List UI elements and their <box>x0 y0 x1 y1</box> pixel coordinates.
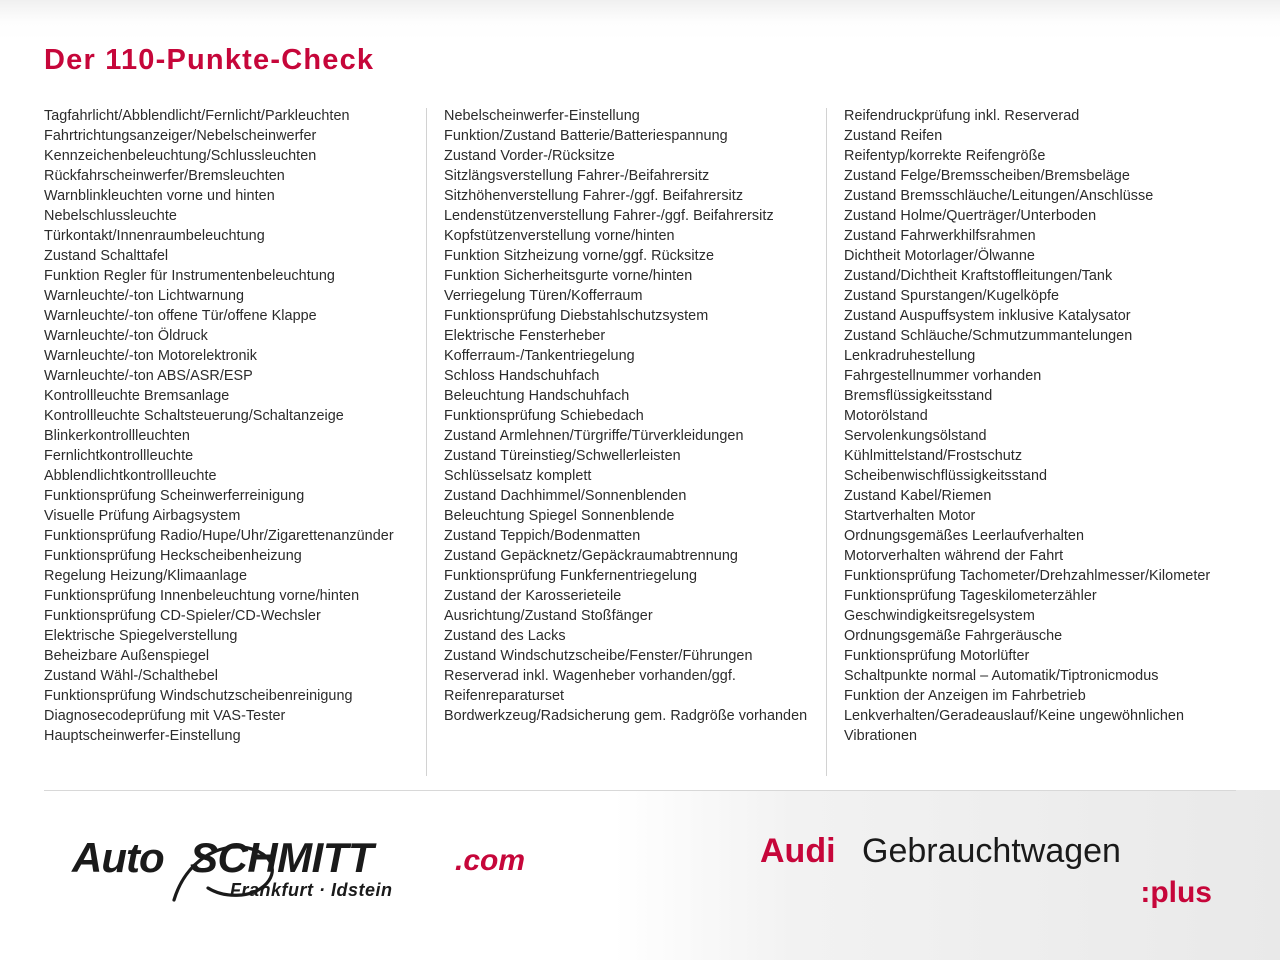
list-item: Funktionsprüfung Diebstahlschutzsystem <box>444 308 709 324</box>
list-item: Kontrollleuchte Schaltsteuerung/Schaltanzeige <box>44 408 344 424</box>
list-item: Warnblinkleuchten vorne und hinten <box>44 188 275 204</box>
list-item: Verriegelung Türen/Kofferraum <box>444 288 643 304</box>
list-item: Regelung Heizung/Klimaanlage <box>44 568 248 584</box>
list-item: Zustand Armlehnen/Türgriffe/Türverkleidungen <box>444 428 744 444</box>
list-item: Kühlmittelstand/Frostschutz <box>844 448 1023 464</box>
list-item: Fahrgestellnummer vorhanden <box>844 368 1042 384</box>
list-item: Funktionsprüfung Funkfernentriegelung <box>444 568 698 584</box>
list-item: Zustand Vorder-/Rücksitze <box>444 148 615 164</box>
list-item: Warnleuchte/-ton Öldruck <box>44 328 208 344</box>
brand-name: Audi <box>760 832 836 870</box>
dealer-logo-auto: Auto <box>72 834 164 881</box>
list-item: Zustand Spurstangen/Kugelköpfe <box>844 288 1060 304</box>
footer-divider <box>44 790 1236 791</box>
list-item: Schloss Handschuhfach <box>444 368 600 384</box>
list-item: Zustand Schalttafel <box>44 248 169 264</box>
list-item: Diagnosecodeprüfung mit VAS-Tester <box>44 708 286 724</box>
list-item: Lenkradruhestellung <box>844 348 976 364</box>
list-item: Funktion der Anzeigen im Fahrbetrieb <box>844 688 1086 704</box>
list-item: Sitzhöhenverstellung Fahrer-/ggf. Beifahrersitz <box>444 188 744 204</box>
list-item: Schlüsselsatz komplett <box>444 468 592 484</box>
list-item: Blinkerkontrollleuchten <box>44 428 190 444</box>
dealer-logo-com: .com <box>455 844 526 877</box>
list-item: Abblendlichtkontrollleuchte <box>44 468 217 484</box>
list-item: Nebelschlussleuchte <box>44 208 177 224</box>
brand-program: Gebrauchtwagen <box>862 832 1121 870</box>
checklist-column-1 <box>44 106 444 746</box>
list-item: Fahrtrichtungsanzeiger/Nebelscheinwerfer <box>44 128 317 144</box>
list-item: Zustand Holme/Querträger/Unterboden <box>844 208 1097 224</box>
list-item: Warnleuchte/-ton Motorelektronik <box>44 348 258 364</box>
list-item: Funktionsprüfung Radio/Hupe/Uhr/Zigarettenanzünder <box>44 528 394 544</box>
list-item: Bordwerkzeug/Radsicherung gem. Radgröße vorhanden <box>444 708 808 724</box>
list-item: Funktionsprüfung Motorlüfter <box>844 648 1030 664</box>
list-item: Warnleuchte/-ton offene Tür/offene Klappe <box>44 308 317 324</box>
list-item: Beleuchtung Handschuhfach <box>444 388 630 404</box>
list-item: Zustand Dachhimmel/Sonnenblenden <box>444 488 687 504</box>
list-item: Funktionsprüfung Scheinwerferreinigung <box>44 488 305 504</box>
list-item: Elektrische Spiegelverstellung <box>44 628 238 644</box>
brand-logo <box>752 832 1222 924</box>
list-item: Funktion/Zustand Batterie/Batteriespannung <box>444 128 728 144</box>
dealer-logo <box>72 828 552 918</box>
list-item: Motorverhalten während der Fahrt <box>844 548 1064 564</box>
list-item: Hauptscheinwerfer-Einstellung <box>44 728 241 744</box>
list-item: Servolenkungsölstand <box>844 428 987 444</box>
list-item: Ordnungsgemäßes Leerlaufverhalten <box>844 528 1085 544</box>
list-item: Fernlichtkontrollleuchte <box>44 448 194 464</box>
list-item: Scheibenwischflüssigkeitsstand <box>844 468 1048 484</box>
list-item: Zustand Auspuffsystem inklusive Katalysator <box>844 308 1131 324</box>
list-item: Kopfstützenverstellung vorne/hinten <box>444 228 675 244</box>
list-item: Zustand des Lacks <box>444 628 566 644</box>
list-item: Zustand Fahrwerkhilfsrahmen <box>844 228 1036 244</box>
dealer-logo-schmitt: SCHMITT <box>190 834 374 881</box>
list-item: Funktionsprüfung Windschutzscheibenreinigung <box>44 688 353 704</box>
list-item: Funktionsprüfung Tageskilometerzähler <box>844 588 1097 604</box>
dealer-logo-subtitle: Frankfurt · Idstein <box>230 880 393 900</box>
list-item: Zustand der Karosserieteile <box>444 588 622 604</box>
list-item: Funktionsprüfung Schiebedach <box>444 408 644 424</box>
list-item: Zustand Wähl-/Schalthebel <box>44 668 219 684</box>
list-item: Nebelscheinwerfer-Einstellung <box>444 108 640 124</box>
list-item: Warnleuchte/-ton ABS/ASR/ESP <box>44 368 253 384</box>
list-item: Türkontakt/Innenraumbeleuchtung <box>44 228 265 244</box>
list-item: Zustand Teppich/Bodenmatten <box>444 528 641 544</box>
list-item: Lenkverhalten/Geradeauslauf/Keine ungewöhnlichen Vibrationen <box>844 708 1185 744</box>
list-item: Zustand Gepäcknetz/Gepäckraumabtrennung <box>444 548 738 564</box>
list-item: Zustand Reifen <box>844 128 943 144</box>
list-item: Warnleuchte/-ton Lichtwarnung <box>44 288 245 304</box>
list-item: Zustand Bremsschläuche/Leitungen/Anschlüsse <box>844 188 1154 204</box>
page-title: Der 110-Punkte-Check <box>44 44 375 76</box>
list-item: Beleuchtung Spiegel Sonnenblende <box>444 508 675 524</box>
list-item: Motorölstand <box>844 408 928 424</box>
list-item: Kennzeichenbeleuchtung/Schlussleuchten <box>44 148 317 164</box>
list-item: Schaltpunkte normal – Automatik/Tiptronicmodus <box>844 668 1159 684</box>
list-item: Visuelle Prüfung Airbagsystem <box>44 508 241 524</box>
list-item: Zustand Kabel/Riemen <box>844 488 992 504</box>
list-item: Funktionsprüfung Tachometer/Drehzahlmesser/Kilometer <box>844 568 1211 584</box>
list-item: Elektrische Fensterheber <box>444 328 606 344</box>
list-item: Bremsflüssigkeitsstand <box>844 388 993 404</box>
list-item: Reserverad inkl. Wagenheber vorhanden/ggf. Reifenreparaturset <box>444 668 736 704</box>
list-item: Startverhalten Motor <box>844 508 976 524</box>
list-item: Lendenstützenverstellung Fahrer-/ggf. Beifahrersitz <box>444 208 774 224</box>
list-item: Funktion Sicherheitsgurte vorne/hinten <box>444 268 693 284</box>
list-item: Zustand Türeinstieg/Schwellerleisten <box>444 448 681 464</box>
list-item: Reifendruckprüfung inkl. Reserverad <box>844 108 1080 124</box>
list-item: Sitzlängsverstellung Fahrer-/Beifahrersitz <box>444 168 710 184</box>
list-item: Ausrichtung/Zustand Stoßfänger <box>444 608 653 624</box>
list-item: Funktionsprüfung Innenbeleuchtung vorne/hinten <box>44 588 360 604</box>
list-item: Tagfahrlicht/Abblendlicht/Fernlicht/Parkleuchten <box>44 108 350 124</box>
checklist-column-2 <box>444 106 844 726</box>
checklist-column-3 <box>844 106 1244 746</box>
checklist-columns <box>44 106 1244 746</box>
list-item: Funktion Regler für Instrumentenbeleuchtung <box>44 268 335 284</box>
list-item: Zustand Schläuche/Schmutzummantelungen <box>844 328 1133 344</box>
list-item: Ordnungsgemäße Fahrgeräusche <box>844 628 1063 644</box>
list-item: Funktionsprüfung Heckscheibenheizung <box>44 548 302 564</box>
list-item: Zustand Windschutzscheibe/Fenster/Führungen <box>444 648 753 664</box>
list-item: Reifentyp/korrekte Reifengröße <box>844 148 1046 164</box>
list-item: Geschwindigkeitsregelsystem <box>844 608 1035 624</box>
list-item: Kofferraum-/Tankentriegelung <box>444 348 635 364</box>
brand-plus-suffix: :plus <box>1140 876 1212 909</box>
list-item: Funktionsprüfung CD-Spieler/CD-Wechsler <box>44 608 321 624</box>
list-item: Beheizbare Außenspiegel <box>44 648 210 664</box>
list-item: Rückfahrscheinwerfer/Bremsleuchten <box>44 168 285 184</box>
list-item: Zustand/Dichtheit Kraftstoffleitungen/Tank <box>844 268 1113 284</box>
list-item: Funktion Sitzheizung vorne/ggf. Rücksitze <box>444 248 715 264</box>
list-item: Dichtheit Motorlager/Ölwanne <box>844 248 1035 264</box>
list-item: Kontrollleuchte Bremsanlage <box>44 388 230 404</box>
list-item: Zustand Felge/Bremsscheiben/Bremsbeläge <box>844 168 1130 184</box>
